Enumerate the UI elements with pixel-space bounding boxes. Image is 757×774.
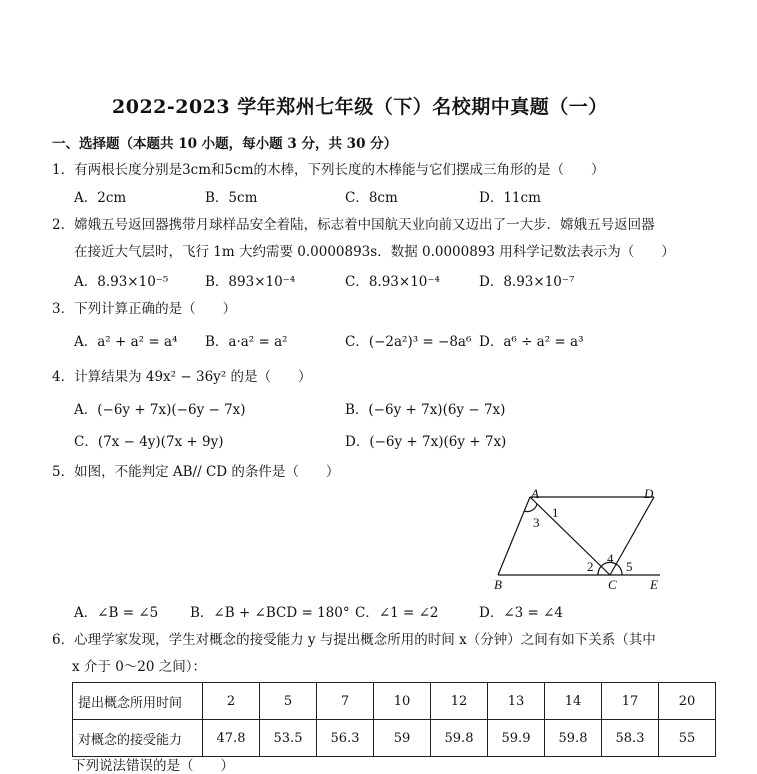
q5-option-b: B．∠B + ∠BCD = 180° xyxy=(190,605,350,621)
q3-option-c: C．(−2a²)³ = −8a⁶ xyxy=(345,334,472,350)
q5-option-d: D．∠3 = ∠4 xyxy=(479,605,564,621)
q4-option-c: C．(7x − 4y)(7x + 9y) xyxy=(74,434,224,450)
question-2-stem-line2: 在接近大气层时，飞行 1m 大约需要 0.0000893s．数据 0.0000893 用科学记数法表示为（ ） xyxy=(74,244,675,260)
q3-option-d: D．a⁶ ÷ a² = a³ xyxy=(479,334,584,350)
table-cell: 2 xyxy=(203,683,260,720)
table-cell: 56.3 xyxy=(317,720,374,757)
table-cell: 58.3 xyxy=(602,720,659,757)
table-cell: 59 xyxy=(374,720,431,757)
question-6-stem-line1: 6．心理学家发现，学生对概念的接受能力 y 与提出概念所用的时间 x（分钟）之间有如下关系（其中 xyxy=(52,632,656,648)
q4-option-d: D．(−6y + 7x)(6y + 7x) xyxy=(345,434,507,450)
q3-option-b: B．a·a² = a² xyxy=(205,334,288,350)
row-header-time: 提出概念所用时间 xyxy=(73,683,203,720)
label-angle-3: 3 xyxy=(533,515,540,530)
table-cell: 14 xyxy=(545,683,602,720)
label-angle-1: 1 xyxy=(552,505,559,520)
table-cell: 13 xyxy=(488,683,545,720)
segment-ac xyxy=(530,497,610,575)
page-title: 2022-2023 学年郑州七年级（下）名校期中真题（一） xyxy=(112,96,608,118)
q4-option-b: B．(−6y + 7x)(6y − 7x) xyxy=(345,402,506,418)
table-cell: 55 xyxy=(659,720,716,757)
q1-option-b: B．5cm xyxy=(205,190,258,206)
segment-ab xyxy=(498,497,530,575)
table-cell: 5 xyxy=(260,683,317,720)
q3-option-a: A．a² + a² = a⁴ xyxy=(74,334,178,350)
table-cell: 7 xyxy=(317,683,374,720)
table-cell: 20 xyxy=(659,683,716,720)
table-row xyxy=(73,720,716,757)
question-6-stem-line2: x 介于 0～20 之间）： xyxy=(72,659,207,675)
q1-option-d: D．11cm xyxy=(479,190,541,206)
table-cell: 59.8 xyxy=(431,720,488,757)
q1-option-c: C．8cm xyxy=(345,190,398,206)
q2-option-d: D．8.93×10⁻⁷ xyxy=(479,274,575,290)
q5-option-c: C．∠1 = ∠2 xyxy=(355,605,439,621)
label-e: E xyxy=(650,577,658,592)
label-a: A xyxy=(531,486,539,501)
label-angle-4: 4 xyxy=(607,551,614,566)
table-cell: 12 xyxy=(431,683,488,720)
label-angle-2: 2 xyxy=(587,559,594,574)
label-angle-5: 5 xyxy=(626,559,633,574)
table-cell: 59.8 xyxy=(545,720,602,757)
q4-option-a: A．(−6y + 7x)(−6y − 7x) xyxy=(74,402,246,418)
q2-option-c: C．8.93×10⁻⁴ xyxy=(345,274,440,290)
label-c: C xyxy=(608,577,617,592)
table-row xyxy=(73,683,716,720)
question-3-stem: 3．下列计算正确的是（ ） xyxy=(52,301,237,317)
q2-option-a: A．8.93×10⁻⁵ xyxy=(74,274,169,290)
question-5-stem: 5．如图，不能判定 AB// CD 的条件是（ ） xyxy=(52,464,340,480)
q5-option-a: A．∠B = ∠5 xyxy=(74,605,159,621)
parallelogram-figure xyxy=(490,485,670,595)
label-d: D xyxy=(644,486,654,501)
q2-option-b: B．893×10⁻⁴ xyxy=(205,274,296,290)
question-1-stem: 1．有两根长度分别是3cm和5cm的木棒，下列长度的木棒能与它们摆成三角形的是（ ） xyxy=(52,162,605,178)
table-cell: 53.5 xyxy=(260,720,317,757)
table-cell: 10 xyxy=(374,683,431,720)
question-2-stem-line1: 2．嫦娥五号返回器携带月球样品安全着陆，标志着中国航天业向前又迈出了一大步．嫦娥五号返回器 xyxy=(52,217,655,233)
table-cell: 17 xyxy=(602,683,659,720)
table-cell: 59.9 xyxy=(488,720,545,757)
row-header-ability: 对概念的接受能力 xyxy=(73,720,203,757)
section-heading: 一、选择题（本题共 10 小题，每小题 3 分，共 30 分） xyxy=(52,136,398,152)
q1-option-a: A．2cm xyxy=(74,190,127,206)
question-6-followup: 下列说法错误的是（ ） xyxy=(72,758,234,774)
table-cell: 47.8 xyxy=(203,720,260,757)
angle-arc-c-outer xyxy=(616,564,622,575)
data-table xyxy=(72,682,716,757)
label-b: B xyxy=(494,577,502,592)
question-4-stem: 4．计算结果为 49x² − 36y² 的是（ ） xyxy=(52,369,312,385)
